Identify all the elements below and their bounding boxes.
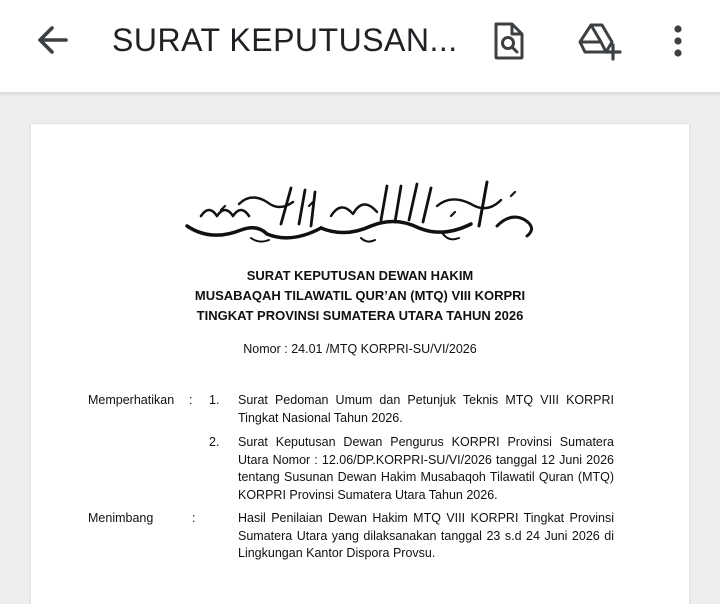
menimbang-text: Hasil Penilaian Dewan Hakim MTQ VIII KORPRI Tingkat Provinsi Sumatera Utara yang dilaksanakan tanggal 23 s.d 24 Juni 2026 di Lingkungan Kantor Dispora Provsu. bbox=[238, 511, 614, 560]
document-search-icon bbox=[492, 21, 526, 61]
decree-title-line-1: SURAT KEPUTUSAN DEWAN HAKIM bbox=[246, 268, 474, 283]
app-toolbar bbox=[0, 0, 720, 93]
more-options-button[interactable] bbox=[653, 16, 703, 66]
add-to-drive-button[interactable] bbox=[574, 16, 624, 66]
document-title: SURAT KEPUTUSAN... bbox=[112, 22, 458, 58]
decree-number: Nomor : 24.01 /MTQ KORPRI-SU/VI/2026 bbox=[243, 342, 477, 356]
arrow-back-icon bbox=[36, 25, 70, 55]
memperhatikan-item-1-number: 1. bbox=[209, 393, 220, 407]
menimbang-colon: : bbox=[192, 511, 196, 525]
decree-title-line-2: MUSABAQAH TILAWATIL QUR’AN (MTQ) VIII KORPRI bbox=[194, 288, 526, 303]
menimbang-label: Menimbang bbox=[88, 511, 154, 525]
decree-title-line-3: TINGKAT PROVINSI SUMATERA UTARA TAHUN 2026 bbox=[196, 308, 524, 323]
back-button[interactable] bbox=[30, 20, 76, 60]
bismillah-calligraphy bbox=[181, 176, 541, 252]
memperhatikan-colon: : bbox=[189, 393, 193, 407]
document-page[interactable] bbox=[31, 124, 689, 604]
more-vert-icon bbox=[672, 23, 684, 59]
find-in-document-button[interactable] bbox=[484, 16, 534, 66]
memperhatikan-item-2-text: Surat Keputusan Dewan Pengurus KORPRI Provinsi Sumatera Utara Nomor : 12.06/DP.KORPRI-SU/VI/2026 tanggal 12 Juni 2026 tentang Susunan Dewan Hakim Musabaqoh Tilawatil Quran (MTQ) KORPRI Provinsi Sumatera Utara Tahun 2026. bbox=[238, 435, 614, 502]
add-to-drive-icon bbox=[576, 21, 622, 61]
memperhatikan-item-2-number: 2. bbox=[209, 435, 220, 449]
memperhatikan-label: Memperhatikan bbox=[88, 393, 175, 407]
memperhatikan-item-1-text: Surat Pedoman Umum dan Petunjuk Teknis MTQ VIII KORPRI Tingkat Nasional Tahun 2026. bbox=[238, 393, 614, 425]
